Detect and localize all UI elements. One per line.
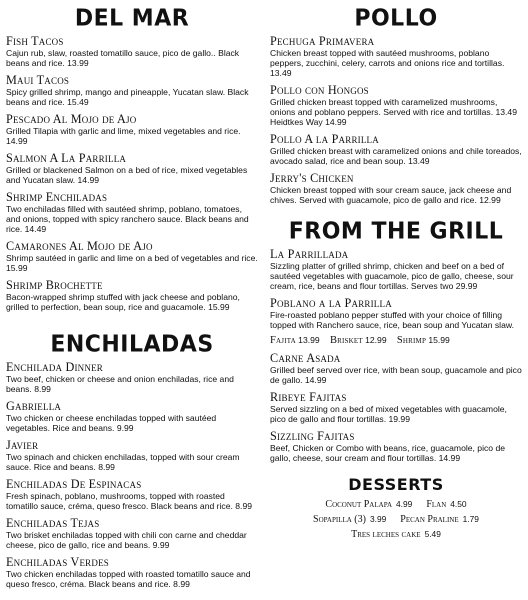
item-description: Grilled Tilapia with garlic and lime, mixed vegetables and rice. 14.99 — [6, 126, 241, 146]
item-name: Camarones Al Mojo de Ajo — [6, 239, 153, 253]
item-name: Enchilada Dinner — [6, 360, 103, 374]
menu-item — [270, 172, 522, 205]
desserts-heading: DESSERTS — [348, 475, 444, 494]
del-mar-heading: DEL MAR — [74, 5, 190, 32]
dessert-row — [270, 497, 522, 512]
item-description: Shrimp sautéed in garlic and lime on a bed of vegetables and rice. 15.99 — [6, 253, 258, 273]
menu-item — [6, 74, 258, 107]
menu-item — [270, 391, 522, 424]
enchiladas-heading: ENCHILADAS — [50, 331, 214, 358]
item-name: Pollo con Hongos — [270, 83, 369, 97]
menu-item — [270, 297, 522, 330]
dessert-price: 5.49 — [424, 529, 441, 539]
menu-item — [6, 517, 258, 550]
item-description: Two brisket enchiladas topped with chili con carne and cheddar cheese, pico de gallo, rice and beans. 9.99 — [6, 530, 247, 550]
item-description: Grilled or blackened Salmon on a bed of rice, mixed vegetables and Yucatan slaw. 14.99 — [6, 165, 248, 185]
menu-item — [6, 439, 258, 472]
item-name: La Parrillada — [270, 247, 349, 261]
item-name: Gabriella — [6, 399, 62, 413]
dessert-name: Sopapilla (3) — [313, 514, 366, 525]
item-description: Two beef, chicken or cheese and onion enchiladas, rice and beans. 8.99 — [6, 374, 234, 394]
dessert-price: 4.99 — [396, 499, 413, 509]
fajita-price-row — [270, 335, 522, 346]
item-name: Sizzling Fajitas — [270, 429, 355, 443]
grill-heading: FROM THE GRILL — [288, 218, 504, 245]
item-description: Served sizzling on a bed of mixed vegetables with guacamole, pico de gallo and flour tortillas. 19.99 — [270, 404, 507, 424]
dessert-row — [270, 512, 522, 527]
item-description: Grilled chicken breast with caramelized onions and chile toreados, avocado salad, rice and bean soup. 13.49 — [270, 146, 522, 166]
menu-item — [6, 279, 258, 312]
menu-item — [6, 113, 258, 146]
dessert-price: 1.79 — [462, 514, 479, 524]
shrimp-price: 15.99 — [428, 335, 450, 345]
fajita-price: 13.99 — [298, 335, 320, 345]
menu-item — [270, 35, 522, 78]
right-column — [270, 0, 522, 542]
menu-item — [6, 191, 258, 234]
brisket-price: 12.99 — [365, 335, 387, 345]
item-name: Poblano a la Parrilla — [270, 296, 392, 310]
item-name: Pescado Al Mojo de Ajo — [6, 112, 137, 126]
menu-item — [270, 430, 522, 463]
item-name: Enchiladas Tejas — [6, 516, 100, 530]
item-description: Beef, Chicken or Combo with beans, rice, guacamole, pico de gallo, cheese, sour cream and flour tortillas. 14.99 — [270, 443, 506, 463]
item-description: Two enchiladas filled with sautéed shrimp, poblano, tomatoes, and onions, topped with spicy ranchero sauce. Black beans and rice. 14.49 — [6, 204, 249, 234]
item-name: Enchiladas Verdes — [6, 555, 109, 569]
menu-item — [270, 84, 522, 127]
dessert-name: Coconut Palapa — [325, 499, 392, 510]
item-description: Spicy grilled shrimp, mango and pineapple, Yucatan slaw. Black beans and rice. 15.49 — [6, 87, 249, 107]
item-name: Ribeye Fajitas — [270, 390, 347, 404]
shrimp-label: Shrimp — [396, 335, 427, 346]
menu-item — [6, 35, 258, 68]
dessert-price: 4.50 — [450, 499, 467, 509]
dessert-row — [270, 527, 522, 542]
dessert-price: 3.99 — [369, 514, 387, 524]
item-name: Pollo A la Parrilla — [270, 132, 379, 146]
item-description: Two chicken enchiladas topped with roasted tomatillo sauce and queso fresco, créma. Black beans and rice. 8.99 — [6, 569, 251, 589]
dessert-name: Tres leches cake — [351, 529, 421, 540]
item-description: Chicken breast topped with sautéed mushrooms, poblano peppers, zucchini, celery, carrots and onions rice and tortillas. 13.49 — [270, 48, 505, 78]
item-description: Cajun rub, slaw, roasted tomatillo sauce, pico de gallo.. Black beans and rice. 13.99 — [6, 48, 240, 68]
menu-item — [6, 361, 258, 394]
dessert-name: Pecan Praline — [400, 514, 459, 525]
pollo-heading: POLLO — [354, 5, 438, 32]
menu-item — [6, 240, 258, 273]
item-description: Two spinach and chicken enchiladas, topped with sour cream sauce. Rice and beans. 8.99 — [6, 452, 240, 472]
menu-item — [270, 248, 522, 291]
menu-item — [6, 556, 258, 589]
menu-item — [270, 352, 522, 385]
item-name: Fish Tacos — [6, 34, 64, 48]
item-description: Bacon-wrapped shrimp stuffed with jack cheese and poblano, grilled to perfection, bean soup, rice and guacamole. 15.99 — [6, 292, 240, 312]
left-column — [6, 0, 258, 589]
dessert-name: Flan — [426, 499, 447, 510]
item-name: Javier — [6, 438, 39, 452]
item-name: Salmon A La Parrilla — [6, 151, 127, 165]
item-name: Enchiladas De Espinacas — [6, 477, 142, 491]
item-name: Shrimp Brochette — [6, 278, 103, 292]
item-description: Chicken breast topped with sour cream sauce, jack cheese and chives. Served with guacamole, pico de gallo and rice. 12.99 — [270, 185, 512, 205]
item-name: Jerry's Chicken — [270, 171, 354, 185]
item-description: Two chicken or cheese enchiladas topped with sautéed vegetables. Rice and beans. 9.99 — [6, 413, 217, 433]
brisket-label: Brisket — [329, 335, 363, 346]
item-description: Grilled chicken breast topped with caramelized mushrooms, onions and poblano peppers. Served with rice and tortillas. 13.49 Heidtkes Way 14.99 — [270, 97, 517, 127]
menu-item — [270, 133, 522, 166]
item-name: Maui Tacos — [6, 73, 70, 87]
item-description: Fresh spinach, poblano, mushrooms, topped with roasted tomatillo sauce, créma, queso fresco. Black beans and rice. 8.99 — [6, 491, 253, 511]
item-description: Grilled beef served over rice, with bean soup, guacamole and pico de gallo. 14.99 — [270, 365, 522, 385]
menu-item — [6, 400, 258, 433]
item-description: Sizzling platter of grilled shrimp, chicken and beef on a bed of sautéed vegetables with guacamole, pico de gallo, cheese, sour cream, rice, beans and flour tortillas. Serves two 29.99 — [270, 261, 514, 291]
item-name: Shrimp Enchiladas — [6, 190, 108, 204]
fajita-label: Fajita — [270, 335, 296, 346]
menu-item — [6, 478, 258, 511]
item-description: Fire-roasted poblano pepper stuffed with your choice of filling topped with Ranchero sauce, rice, bean soup and Yucatan slaw. — [270, 310, 514, 330]
menu-item — [6, 152, 258, 185]
item-name: Pechuga Primavera — [270, 34, 375, 48]
item-name: Carne Asada — [270, 351, 341, 365]
